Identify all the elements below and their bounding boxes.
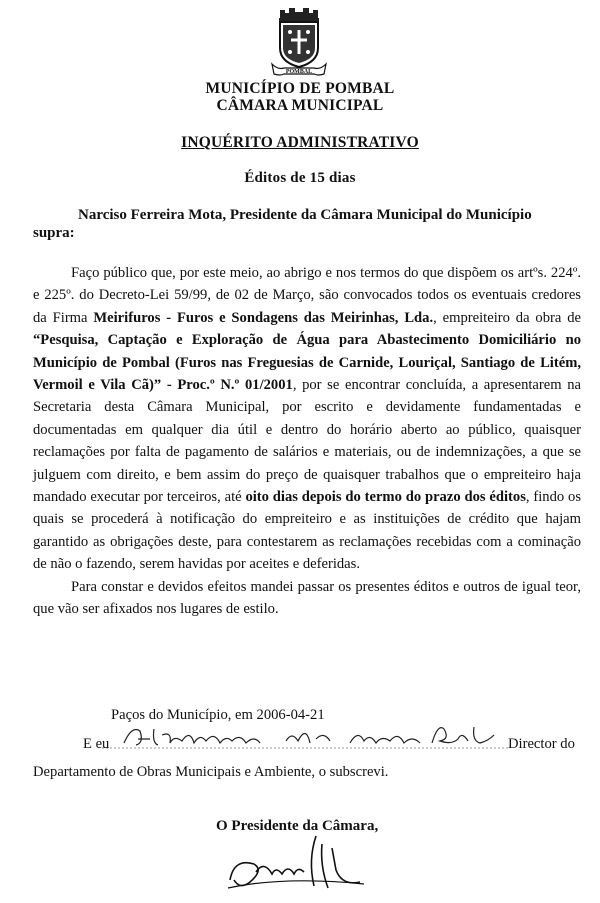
editos-subtitle: Éditos de 15 dias	[244, 170, 356, 186]
text-segment: , por se encontrar concluída, a apresentarem na Secretaria desta Câmara Municipal, por escrito e devidamente fundamentadas e documentadas em qualquer dia útil e dentro do horário aberto ao público, quaisquer reclamações por falta de pagamento de salários e materiais, ou de indemnizações, a que se julguem com direito, e bem assim do preço de quaisquer trabalhos que o empreiteiro haja mandado executar por terceiros, até	[33, 377, 581, 506]
eu-label: E eu	[83, 736, 110, 752]
deadline-text: oito dias depois do termo do prazo dos éditos	[245, 489, 526, 506]
paragraph-main	[33, 262, 581, 576]
intro-supra: supra:	[33, 225, 75, 241]
firm-name: Meirifuros - Furos e Sondagens das Meirinhas, Lda.	[93, 309, 434, 326]
date-line: Paços do Município, em 2006-04-21	[111, 707, 325, 723]
text-segment: Faço público que, por este meio, ao abrigo e nos termos do que dispõem os artºs. 224º. e 225º. do Decreto-Lei 59/99, de 02 de Março, são convocados todos os eventuais credores da Firma	[33, 265, 581, 326]
director-label: Director do	[508, 736, 575, 752]
document-title: INQUÉRITO ADMINISTRATIVO	[181, 134, 419, 151]
svg-text:POMBAL: POMBAL	[285, 69, 313, 75]
paragraph-constar: Para constar e devidos efeitos mandei passar os presentes éditos e outros de igual teor, que vão ser afixados nos lugares de estilo.	[33, 578, 581, 618]
director-signature	[102, 721, 508, 753]
intro-line: Narciso Ferreira Mota, Presidente da Câmara Municipal do Município	[78, 207, 532, 223]
notice-body	[33, 262, 581, 621]
presidente-label: O Presidente da Câmara,	[216, 818, 379, 834]
municipal-crest-icon	[268, 4, 330, 78]
project-name: “Pesquisa, Captação e Exploração de Água para Abastecimento Domiciliário no Município de Pombal (Furos nas Freguesias de Carnide, Louriçal, Santiago de Litém, Vermoil e Vila Cã)” - Proc.º N.º 01/2001	[33, 332, 581, 394]
camara-heading: CÂMARA MUNICIPAL	[216, 97, 384, 114]
president-signature	[224, 830, 374, 900]
text-segment: , findo os quais se procederá à notificação do empreiteiro e as instituições de crédito que hajam garantido as obrigações deste, para contestarem as reclamações recebidas com a cominação de não o fazendo, serem havidas por aceites e deferidas.	[33, 489, 581, 573]
text-segment: , empreiteiro da obra de	[433, 309, 581, 326]
department-line: Departamento de Obras Municipais e Ambiente, o subscrevi.	[33, 764, 389, 780]
municipio-heading: MUNICÍPIO DE POMBAL	[205, 80, 395, 97]
